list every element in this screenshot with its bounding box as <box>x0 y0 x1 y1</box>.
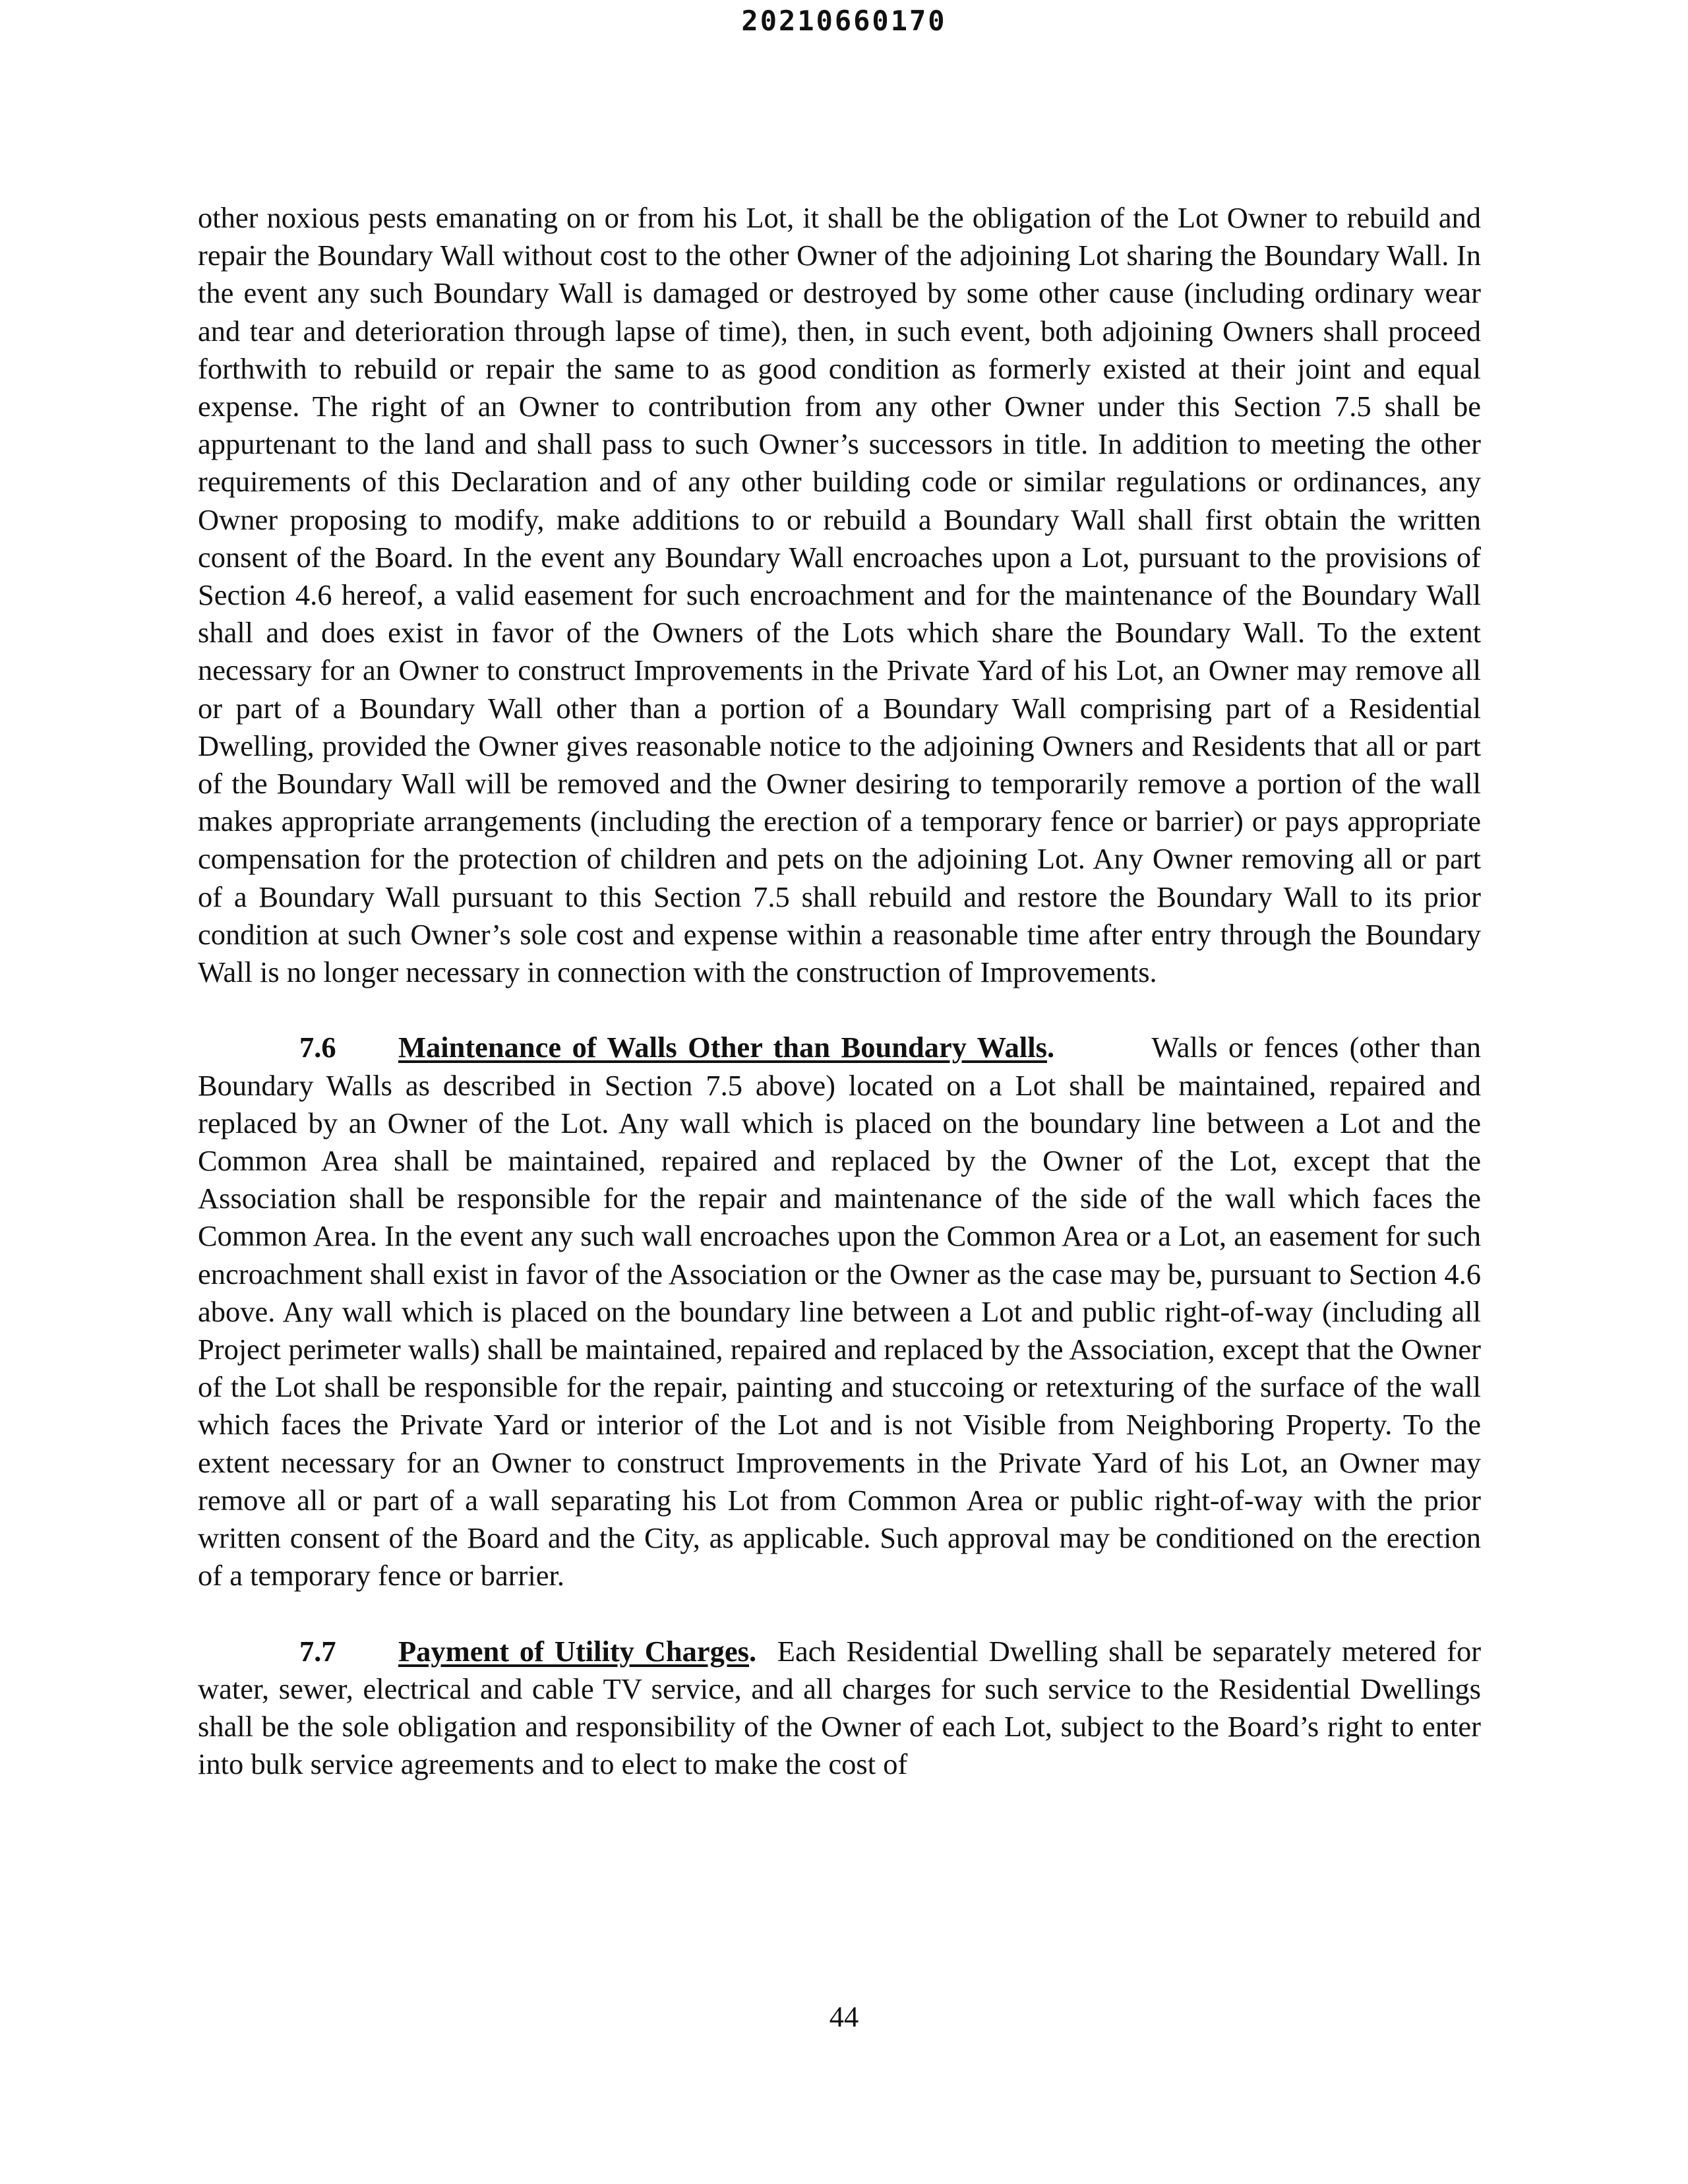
section-number: 7.6 <box>299 1031 336 1064</box>
section-title-period: . <box>748 1634 757 1668</box>
page-number: 44 <box>829 2000 859 2033</box>
section-title: Payment of Utility Charges <box>398 1634 749 1668</box>
section-7-7 <box>198 1633 1481 1784</box>
page-body <box>198 199 1481 1784</box>
continuation-paragraph: other noxious pests emanating on or from his Lot, it shall be the obligation of the Lot Owner to rebuild and repair the Boundary Wall without cost to the other Owner of the adjoining Lot sharing the Boundary Wall. In the event any such Boundary Wall is damaged or destroyed by some other cause (including ordinary wear and tear and deterioration through lapse of time), then, in such event, both adjoining Owners shall proceed forthwith to rebuild or repair the same to as good condition as formerly existed at their joint and equal expense. The right of an Owner to contribution from any other Owner under this Section 7.5 shall be appurtenant to the land and shall pass to such Owner’s successors in title. In addition to meeting the other requirements of this Declaration and of any other building code or similar regulations or ordinances, any Owner proposing to modify, make additions to or rebuild a Boundary Wall shall first obtain the written consent of the Board. In the event any Boundary Wall encroaches upon a Lot, pursuant to the provisions of Section 4.6 hereof, a valid easement for such encroachment and for the maintenance of the Boundary Wall shall and does exist in favor of the Owners of the Lots which share the Boundary Wall. To the extent necessary for an Owner to construct Improvements in the Private Yard of his Lot, an Owner may remove all or part of a Boundary Wall other than a portion of a Boundary Wall comprising part of a Residential Dwelling, provided the Owner gives reasonable notice to the adjoining Owners and Residents that all or part of the Boundary Wall will be removed and the Owner desiring to temporarily remove a portion of the wall makes appropriate arrangements (including the erection of a temporary fence or barrier) or pays appropriate compensation for the protection of children and pets on the adjoining Lot. Any Owner removing all or part of a Boundary Wall pursuant to this Section 7.5 shall rebuild and restore the Boundary Wall to its prior condition at such Owner’s sole cost and expense within a reasonable time after entry through the Boundary Wall is no longer necessary in connection with the construction of Improvements. <box>198 201 1481 989</box>
document-number: 20210660170 <box>741 5 947 37</box>
section-text: Walls or fences (other than Boundary Walls as described in Section 7.5 above) located on a Lot shall be maintained, repaired and replaced by an Owner of the Lot. Any wall which is placed on the boundary line between a Lot and the Common Area shall be maintained, repaired and replaced by the Owner of the Lot, except that the Association shall be responsible for the repair and maintenance of the side of the wall which faces the Common Area. In the event any such wall encroaches upon the Common Area or a Lot, an easement for such encroachment shall exist in favor of the Association or the Owner as the case may be, pursuant to Section 4.6 above. Any wall which is placed on the boundary line between a Lot and public right-of-way (including all Project perimeter walls) shall be maintained, repaired and replaced by the Association, except that the Owner of the Lot shall be responsible for the repair, painting and stuccoing or retexturing of the surface of the wall which faces the Private Yard or interior of the Lot and is not Visible from Neighboring Property. To the extent necessary for an Owner to construct Improvements in the Private Yard of his Lot, an Owner may remove all or part of a wall separating his Lot from Common Area or public right-of-way with the prior written consent of the Board and the City, as applicable. Such approval may be conditioned on the erection of a temporary fence or barrier. <box>198 1031 1481 1592</box>
section-text: Each Residential Dwelling shall be separately metered for water, sewer, electrical and cable TV service, and all charges for such service to the Residential Dwellings shall be the sole obligation and responsibility of the Owner of each Lot, subject to the Board’s right to enter into bulk service agreements and to elect to make the cost of <box>198 1634 1482 1781</box>
section-number: 7.7 <box>299 1634 336 1668</box>
section-title-period: . <box>1046 1031 1055 1064</box>
section-7-6 <box>198 1029 1481 1594</box>
section-title: Maintenance of Walls Other than Boundary Walls <box>398 1031 1047 1064</box>
